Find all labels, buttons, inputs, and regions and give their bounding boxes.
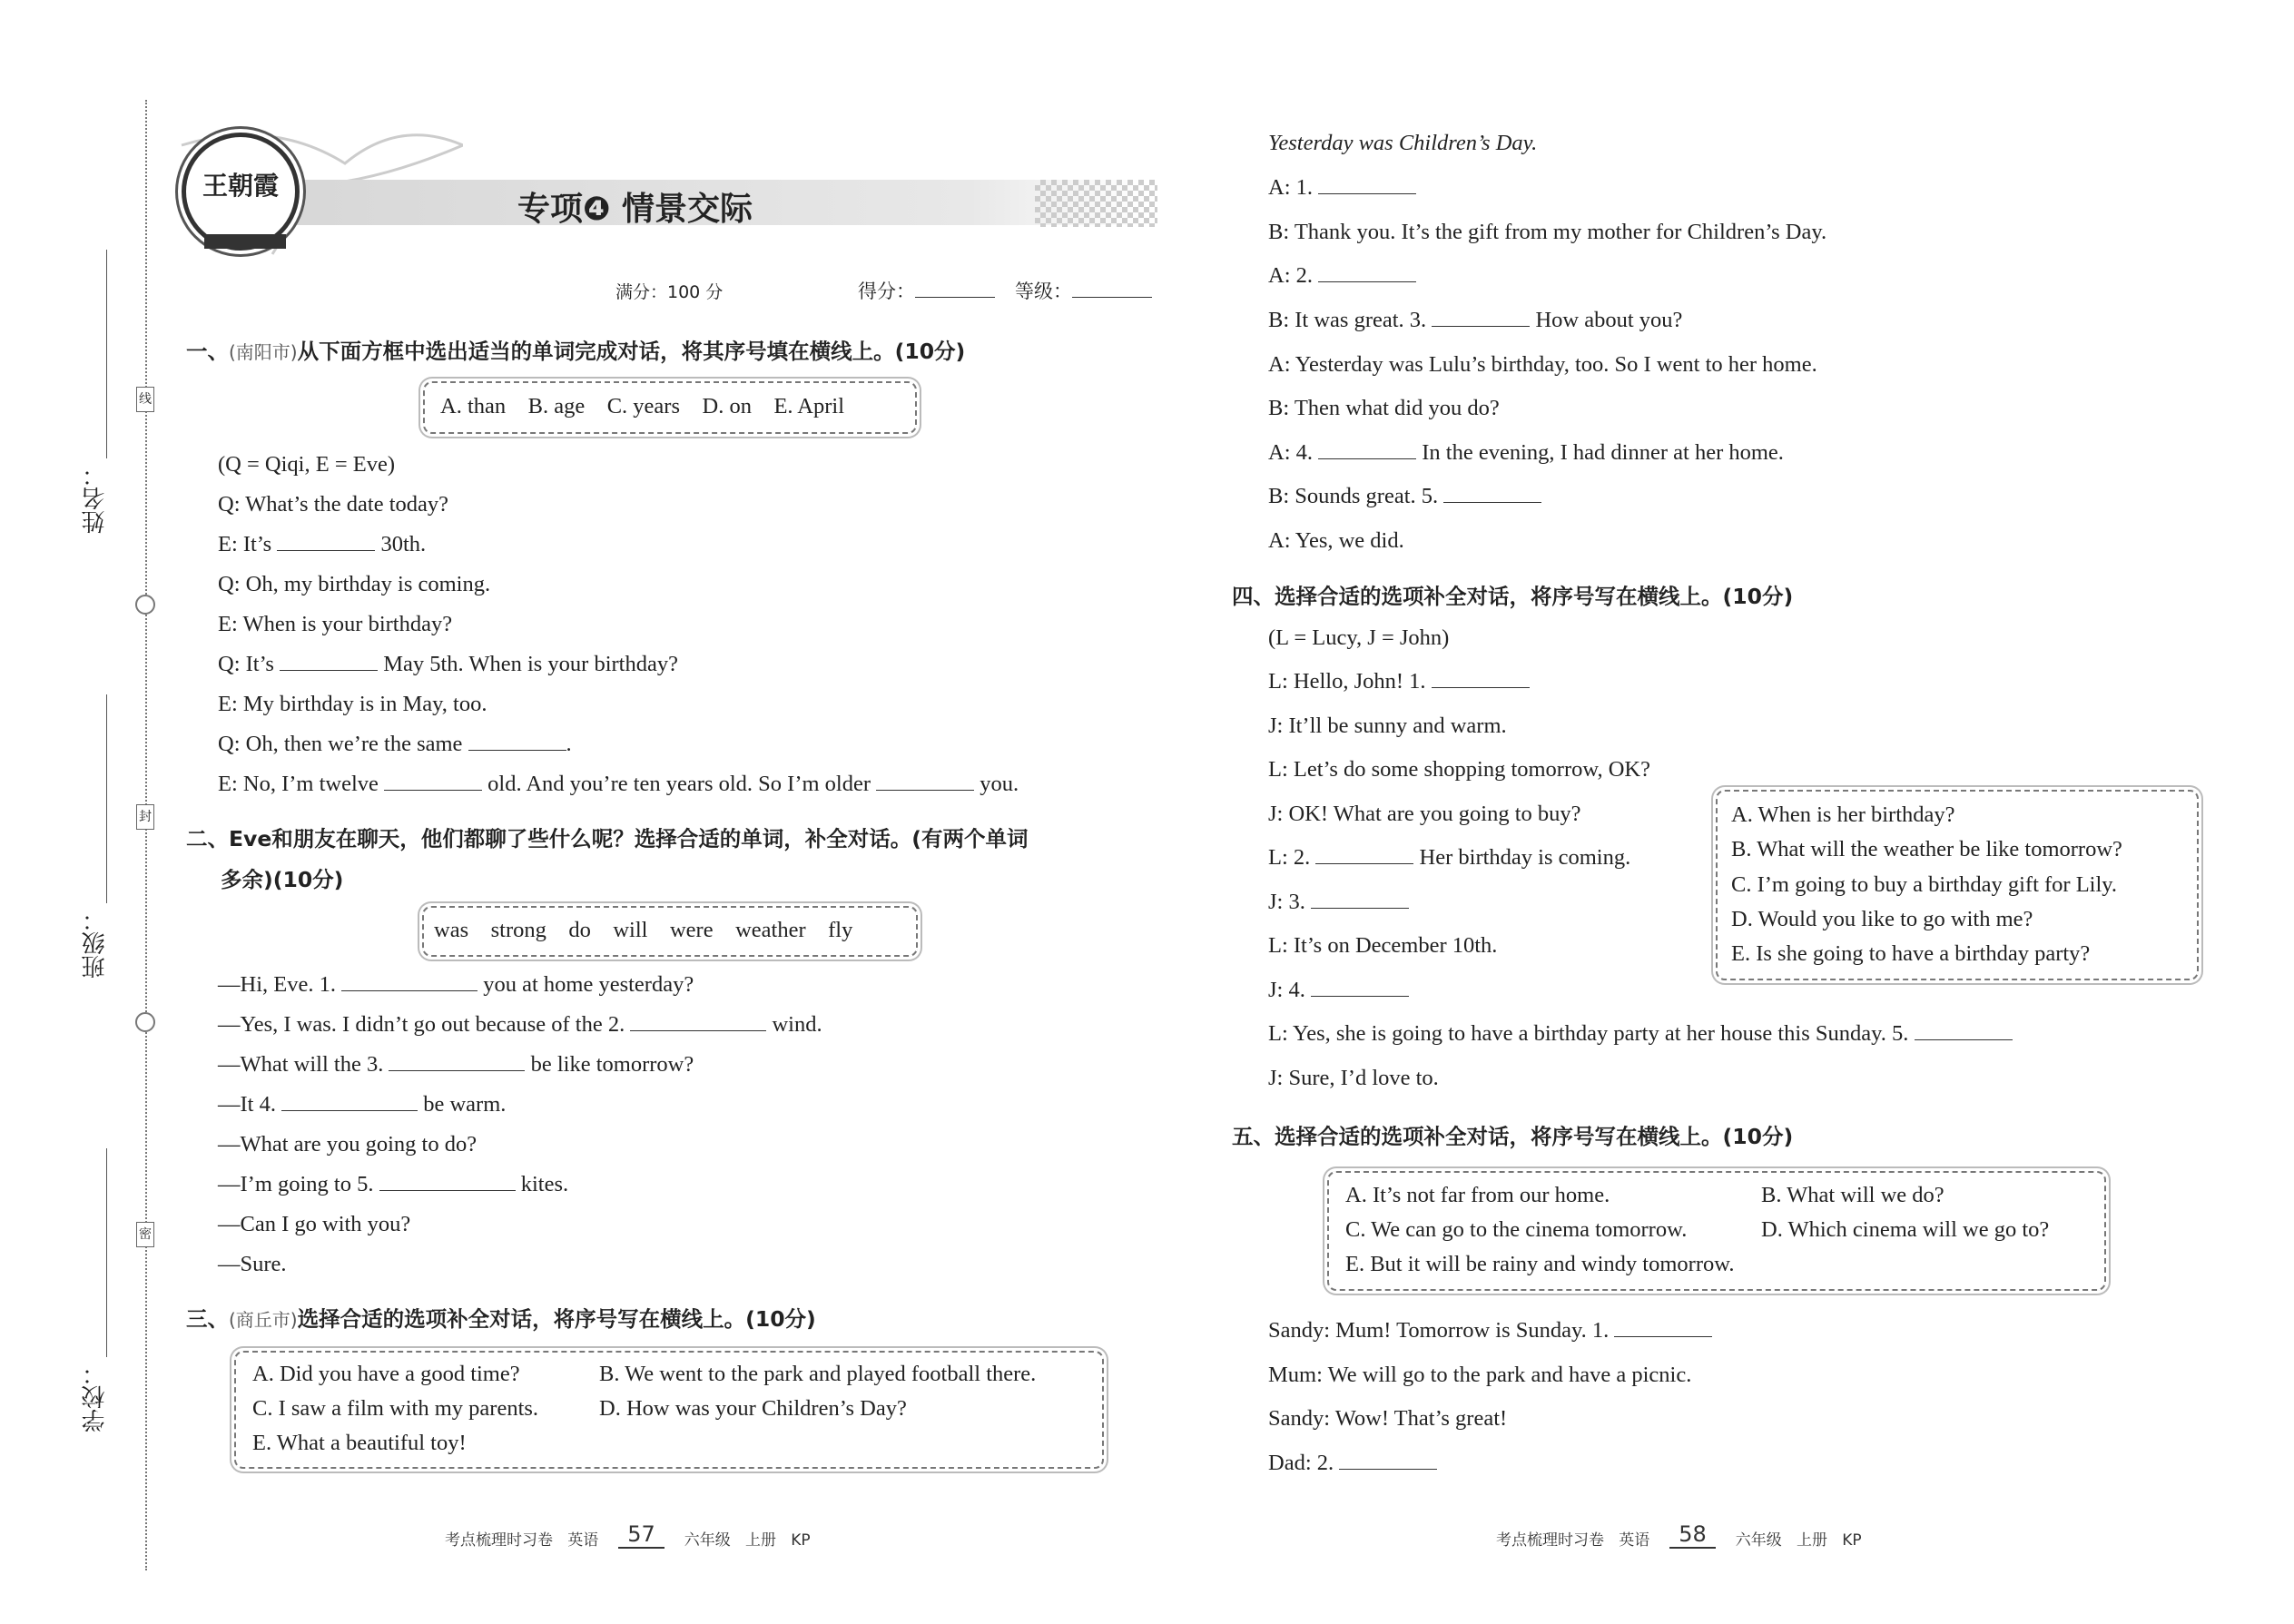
- dialog-line: —It 4. be warm.: [218, 1092, 507, 1117]
- dialog-line: Yesterday was Children’s Day.: [1268, 131, 1538, 155]
- dialog-line: J: Sure, I’d love to.: [1268, 1066, 1439, 1090]
- option-c: C. I saw a film with my parents.: [252, 1396, 539, 1421]
- answer-blank[interactable]: [468, 733, 566, 751]
- answer-blank[interactable]: [1339, 1452, 1437, 1470]
- dialog-line: A: Yesterday was Lulu’s birthday, too. So I went to her home.: [1268, 352, 1817, 377]
- section-5-heading: 五、选择合适的选项补全对话，将序号写在横线上。(10分): [1232, 1124, 1794, 1149]
- answer-blank[interactable]: [277, 534, 375, 551]
- dialog-line: L: Let’s do some shopping tomorrow, OK?: [1268, 757, 1650, 782]
- answer-blank[interactable]: [281, 1094, 418, 1111]
- grade-field: 等级：: [1015, 277, 1152, 304]
- answer-blank[interactable]: [341, 974, 478, 991]
- answer-blank[interactable]: [1315, 847, 1413, 864]
- section-1-options: A. than B. age C. years D. on E. April: [440, 394, 845, 418]
- option-a: A. Did you have a good time?: [252, 1362, 520, 1386]
- option-d: D. How was your Children’s Day?: [599, 1396, 907, 1421]
- answer-blank[interactable]: [384, 773, 482, 791]
- dialog-line: L: Yes, she is going to have a birthday party at her house this Sunday. 5.: [1268, 1020, 2013, 1048]
- dialog-line: —Can I go with you?: [218, 1212, 411, 1236]
- answer-blank[interactable]: [280, 654, 378, 671]
- answer-blank[interactable]: [1915, 1023, 2013, 1040]
- dialog-line: E: No, I’m twelve old. And you’re ten years old. So I’m older you.: [218, 772, 1019, 796]
- dialog-line: A: 2.: [1268, 262, 1416, 290]
- dialog-line: Q: It’s May 5th. When is your birthday?: [218, 652, 678, 676]
- answer-blank[interactable]: [389, 1054, 525, 1071]
- dialog-line: J: It’ll be sunny and warm.: [1268, 714, 1507, 738]
- dialog-line: Sandy: Mum! Tomorrow is Sunday. 1.: [1268, 1317, 1712, 1344]
- dialog-line: E: My birthday is in May, too.: [218, 692, 487, 716]
- logo-ribbon: [204, 234, 286, 249]
- option-a: A. When is her birthday?: [1731, 802, 1955, 827]
- answer-blank[interactable]: [1311, 979, 1409, 997]
- dialog-line: (L = Lucy, J = John): [1268, 625, 1450, 650]
- dialog-line: Mum: We will go to the park and have a picnic.: [1268, 1363, 1692, 1387]
- answer-blank[interactable]: [1432, 310, 1530, 327]
- name-label: 姓名：: [82, 463, 109, 534]
- option-c: C. I’m going to buy a birthday gift for Lily.: [1731, 872, 2118, 897]
- option-b: B. What will the weather be like tomorrow?: [1731, 837, 2122, 861]
- class-label: 班级：: [82, 908, 109, 979]
- option-e: E. Is she going to have a birthday party?: [1731, 941, 2091, 966]
- dialog-line: A: 1.: [1268, 174, 1416, 202]
- binding-hole-icon: [135, 1012, 155, 1032]
- dialog-line: —What will the 3. be like tomorrow?: [218, 1052, 694, 1077]
- name-line: [106, 250, 107, 458]
- logo-text: 王朝霞: [202, 171, 279, 201]
- checker-decoration: [1035, 180, 1157, 227]
- option-d: D. Which cinema will we go to?: [1761, 1217, 2050, 1242]
- dialog-line: B: Then what did you do?: [1268, 396, 1500, 420]
- option-b: B. What will we do?: [1761, 1183, 1944, 1207]
- section-2-heading-cont: 多余)(10分): [221, 867, 344, 892]
- option-a: A. It’s not far from our home.: [1345, 1183, 1610, 1207]
- dialog-line: —I’m going to 5. kites.: [218, 1172, 569, 1196]
- dialog-line: —Hi, Eve. 1. you at home yesterday?: [218, 972, 694, 997]
- dialog-line: (Q = Qiqi, E = Eve): [218, 452, 396, 477]
- seal-char-feng: 封: [136, 804, 154, 830]
- answer-blank[interactable]: [379, 1174, 516, 1191]
- class-line: [106, 694, 107, 903]
- option-b: B. We went to the park and played football there.: [599, 1362, 1037, 1386]
- answer-blank[interactable]: [876, 773, 974, 791]
- option-d: D. Would you like to go with me?: [1731, 907, 2033, 931]
- dialog-line: B: Thank you. It’s the gift from my mother for Children’s Day.: [1268, 220, 1827, 244]
- option-e: E. What a beautiful toy!: [252, 1431, 467, 1455]
- binding-dotted-line: [145, 100, 147, 1570]
- dialog-line: E: When is your birthday?: [218, 612, 453, 636]
- dialog-line: A: 4. In the evening, I had dinner at her home.: [1268, 440, 1784, 465]
- dialog-line: J: OK! What are you going to buy?: [1268, 802, 1581, 826]
- answer-blank[interactable]: [1614, 1320, 1712, 1337]
- page-number: 58: [1669, 1521, 1716, 1549]
- dialog-line: —Sure.: [218, 1252, 287, 1276]
- section-4-heading: 四、选择合适的选项补全对话，将序号写在横线上。(10分): [1232, 584, 1794, 609]
- option-e: E. But it will be rainy and windy tomorrow.: [1345, 1252, 1735, 1276]
- answer-blank[interactable]: [1318, 177, 1416, 194]
- dialog-line: L: It’s on December 10th.: [1268, 933, 1498, 958]
- school-label: 学校：: [82, 1362, 109, 1432]
- dialog-line: Dad: 2.: [1268, 1450, 1437, 1477]
- section-3-heading: 三、(商丘市)选择合适的选项补全对话，将序号写在横线上。(10分): [186, 1306, 816, 1332]
- full-score: 满分：100 分: [615, 282, 724, 302]
- dialog-line: J: 3.: [1268, 889, 1409, 916]
- section-1-heading: 一、(南阳市)从下面方框中选出适当的单词完成对话，将其序号填在横线上。(10分): [186, 339, 966, 364]
- section-2-words: was strong do will were weather fly: [434, 918, 853, 942]
- dialog-line: L: 2. Her birthday is coming.: [1268, 845, 1631, 870]
- option-c: C. We can go to the cinema tomorrow.: [1345, 1217, 1688, 1242]
- dialog-line: E: It’s 30th.: [218, 532, 427, 556]
- page-title: 专项❹ 情景交际: [517, 191, 753, 228]
- dialog-line: B: Sounds great. 5.: [1268, 483, 1541, 510]
- seal-char-xian: 线: [136, 387, 154, 412]
- dialog-line: Q: Oh, my birthday is coming.: [218, 572, 491, 596]
- section-2-heading: 二、Eve和朋友在聊天，他们都聊了些什么呢？选择合适的单词，补全对话。(有两个单词: [186, 826, 1029, 851]
- answer-blank[interactable]: [1318, 442, 1416, 459]
- binding-hole-icon: [135, 595, 155, 615]
- dialog-line: Sandy: Wow! That’s great!: [1268, 1406, 1508, 1431]
- page-number: 57: [618, 1521, 665, 1549]
- dialog-line: J: 4.: [1268, 977, 1409, 1004]
- dialog-line: A: Yes, we did.: [1268, 528, 1404, 553]
- seal-char-mi: 密: [136, 1222, 154, 1247]
- dialog-line: —Yes, I was. I didn’t go out because of the 2. wind.: [218, 1012, 822, 1037]
- answer-blank[interactable]: [1432, 671, 1530, 688]
- footer-left: 考点梳理时习卷 英语 57 六年级 上册 KP: [445, 1521, 811, 1550]
- answer-blank[interactable]: [1311, 891, 1409, 909]
- score-field: 得分：: [858, 277, 995, 304]
- dialog-line: B: It was great. 3. How about you?: [1268, 308, 1683, 332]
- logo: [182, 133, 300, 251]
- dialog-line: —What are you going to do?: [218, 1132, 478, 1156]
- answer-blank[interactable]: [1443, 486, 1541, 503]
- answer-blank[interactable]: [630, 1014, 766, 1031]
- dialog-line: Q: Oh, then we’re the same .: [218, 732, 572, 756]
- answer-blank[interactable]: [1318, 265, 1416, 282]
- footer-right: 考点梳理时习卷 英语 58 六年级 上册 KP: [1496, 1521, 1862, 1550]
- dialog-line: L: Hello, John! 1.: [1268, 668, 1530, 695]
- school-line: [106, 1148, 107, 1357]
- dialog-line: Q: What’s the date today?: [218, 492, 448, 517]
